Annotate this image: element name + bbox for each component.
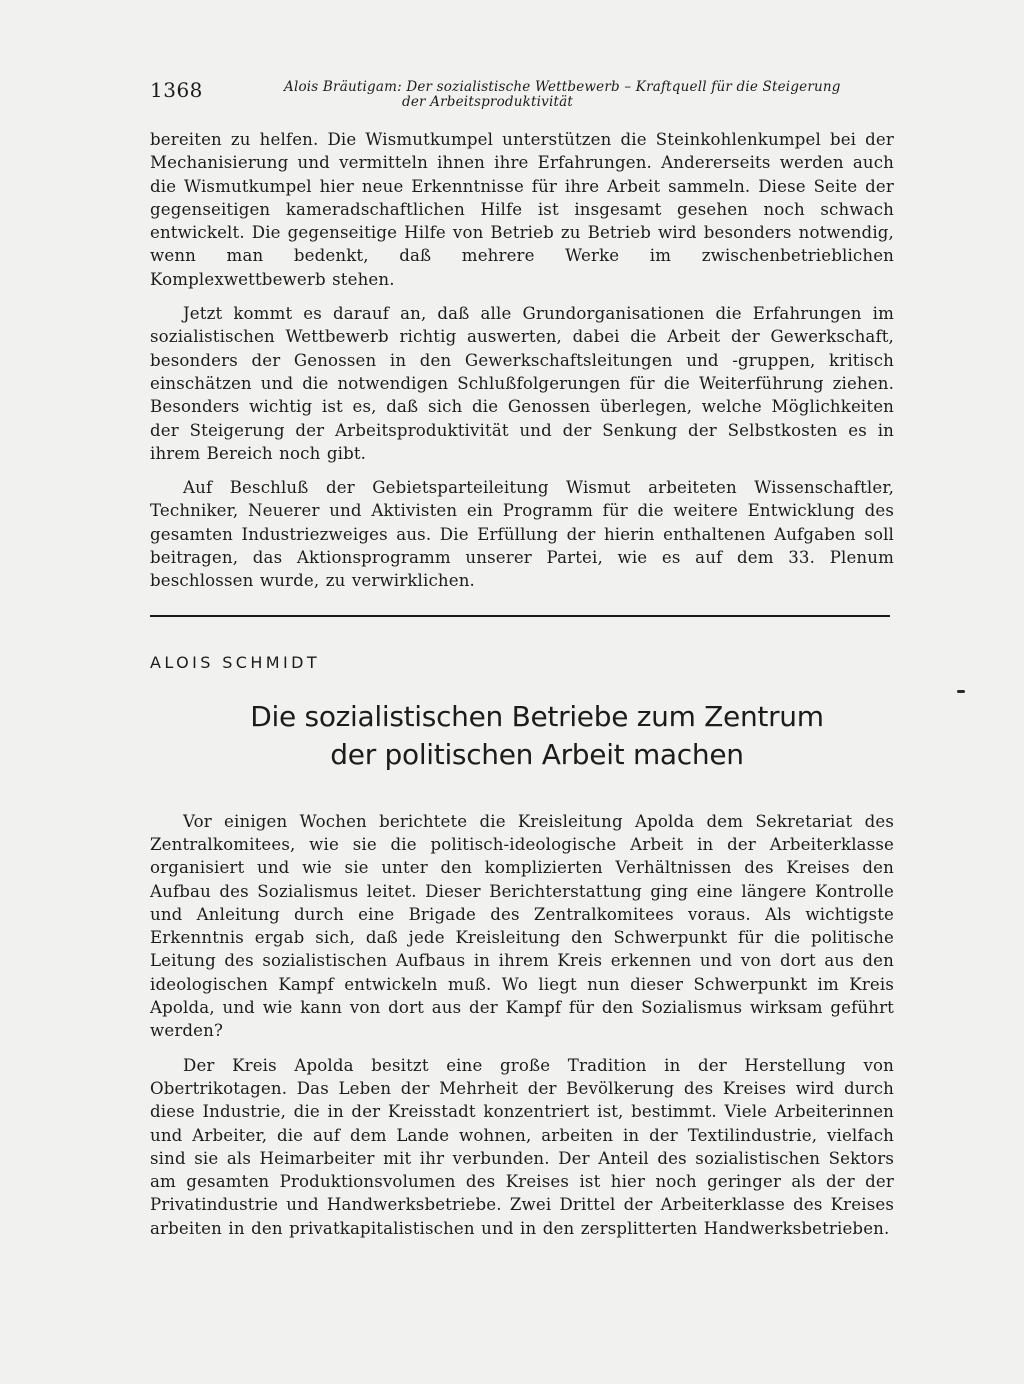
paragraph: Jetzt kommt es darauf an, daß alle Grundorganisationen die Erfahrungen im sozialistischen Wettbewerb richtig auswerten, dabei die Arbeit der Gewerkschaft, besonders der Genossen in den Gewerkschaftsleitungen und -gruppen, kritisch einschätzen und die notwendigen Schlußfolgerungen für die Weiterführung ziehen. Besonders wichtig ist es, daß sich die Genossen überlegen, welche Möglichkeiten der Steigerung der Arbeitsproduktivität und der Senkung der Selbstkosten es in ihrem Bereich noch gibt. — [150, 304, 894, 463]
paragraph: Auf Beschluß der Gebietsparteileitung Wismut arbeiteten Wissenschaftler, Techniker, Neuerer und Aktivisten ein Programm für die weitere Entwicklung des gesamten Industriezweiges aus. Die Erfüllung der hierin enthaltenen Aufgaben soll beitragen, das Aktionsprogramm unserer Partei, wie es auf dem 33. Plenum beschlossen wurde, zu verwirklichen. — [150, 478, 894, 591]
article-title-line1: Die sozialistischen Betriebe zum Zentrum — [250, 699, 824, 733]
article-title — [150, 698, 894, 774]
section-divider — [150, 615, 890, 617]
paragraph: Vor einigen Wochen berichtete die Kreisleitung Apolda dem Sekretariat des Zentralkomitees, wie sie die politisch-ideologische Arbeit in der Arbeiterklasse organisiert und wie sie unter den komplizierten Verhältnissen des Kreises den Aufbau des Sozialismus leitet. Dieser Berichterstattung ging eine längere Kontrolle und Anleitung durch eine Brigade des Zentralkomitees voraus. Als wichtigste Erkenntnis ergab sich, daß jede Kreisleitung den Schwerpunkt für die politische Leitung des sozialistischen Aufbaus in ihrem Kreis erkennen und von dort aus den ideologischen Kampf entwickeln muß. Wo liegt nun dieser Schwerpunkt im Kreis Apolda, und wie kann von dort aus der Kampf für den Sozialismus wirksam geführt werden? — [150, 811, 894, 1041]
running-head-line2: der Arbeitsproduktivität — [402, 94, 574, 110]
scan-mark — [957, 690, 965, 693]
paragraph: Der Kreis Apolda besitzt eine große Tradition in der Herstellung von Obertrikotagen. Das Leben der Mehrheit der Bevölkerung des Kreises wird durch diese Industrie, die in der Kreisstadt konzentriert ist, bestimmt. Viele Arbeiterinnen und Arbeiter, die auf dem Lande wohnen, arbeiten in der Textilindustrie, vielfach sind sie als Heimarbeiter mit ihr verbunden. Der Anteil des sozialistischen Sektors am gesamten Produktionsvolumen des Kreises ist hier noch geringer als der der Privatindustrie und Handwerksbetriebe. Zwei Drittel der Arbeiterklasse des Kreises arbeiten in den privatkapitalistischen und in den zersplitterten Handwerksbetrieben. — [150, 1055, 894, 1238]
document-page — [150, 78, 894, 1240]
paragraph: bereiten zu helfen. Die Wismutkumpel unterstützen die Steinkohlenkumpel bei der Mechanisierung und vermitteln ihnen ihre Erfahrungen. Andererseits werden auch die Wismutkumpel hier neue Erkenntnisse für ihre Arbeit sammeln. Diese Seite der gegenseitigen kameradschaftlichen Hilfe ist insgesamt gesehen noch schwach entwickelt. Die gegenseitige Hilfe von Betrieb zu Betrieb wird besonders notwendig, wenn man bedenkt, daß mehrere Werke im zwischenbetrieblichen Komplexwettbewerb stehen. — [150, 130, 894, 289]
article-body — [150, 810, 894, 1240]
article-title-line2: der politischen Arbeit machen — [330, 737, 744, 771]
article-continuation — [150, 128, 894, 593]
page-header — [150, 78, 894, 118]
running-head-line1: Alois Bräutigam: Der sozialistische Wettbewerb – Kraftquell für die Steigerung — [284, 79, 841, 95]
article-author: ALOIS SCHMIDT — [150, 652, 321, 672]
running-head — [284, 80, 894, 110]
page-number: 1368 — [150, 78, 203, 102]
